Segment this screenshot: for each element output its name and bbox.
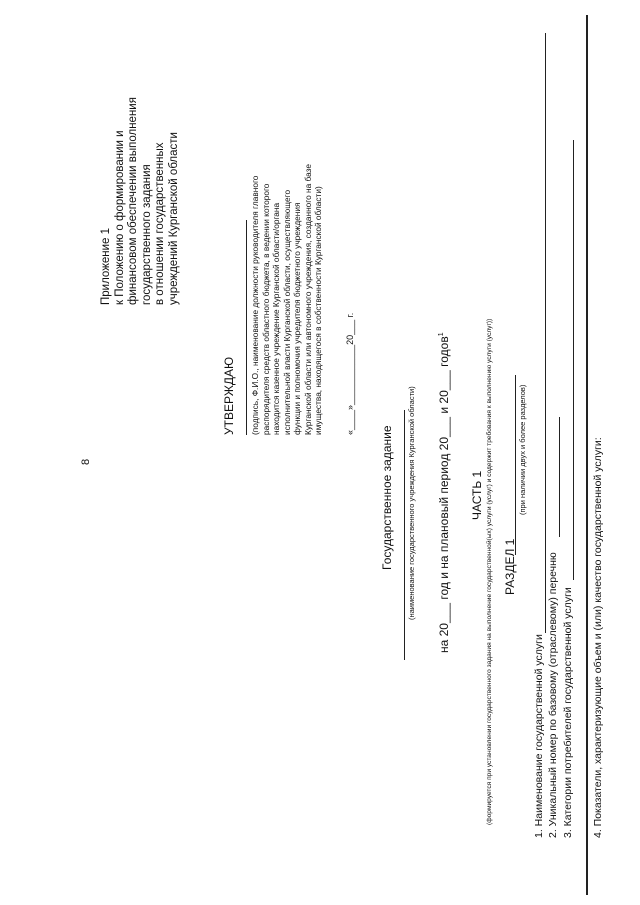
approve-title: УТВЕРЖДАЮ: [222, 356, 236, 435]
task-title: Государственное задание: [380, 425, 394, 570]
approve-note-line: распорядителя средств областного бюджета, в ведении которого: [260, 183, 271, 435]
signature-line: [246, 220, 247, 435]
section-line: [515, 375, 516, 555]
approve-note-line: функции и полномочия учредителя бюджетного учреждения: [292, 202, 302, 435]
item-line: [573, 140, 574, 580]
part-note: (формируется при установлении государственного задания на выполнение государственной(ых) услуги (услуг) и содержит требования к выполнению услуги (услуг)): [486, 318, 493, 825]
appendix-line: учреждений Курганской области: [167, 132, 180, 305]
approve-note-line: исполнительной власти Курганской области, осуществляющего: [281, 189, 292, 435]
part-title: ЧАСТЬ 1: [470, 470, 484, 520]
appendix-line: государственного задания: [140, 164, 153, 305]
appendix-line: к Положению о формировании и: [113, 130, 126, 305]
section-note: (при наличии двух и более разделов): [518, 384, 527, 515]
institution-line: [404, 410, 405, 660]
item-indicators: 4. Показатели, характеризующие объем и (или) качество государственной услуги:: [592, 437, 604, 838]
approve-date: «____»____________20___ г.: [345, 312, 355, 435]
section-title: РАЗДЕЛ 1: [503, 538, 517, 595]
period-text: на 20___ год и на плановый период 20___ и 20___ годов: [437, 336, 451, 653]
appendix-line: в отношении государственных: [154, 142, 166, 305]
page-number: 8: [80, 458, 92, 465]
approve-note-line: (подпись, Ф.И.О., наименование должности руководителя главного: [250, 175, 260, 435]
item-unique-number: 2. Уникальный номер по базовому (отраслевому) перечню: [547, 552, 559, 838]
period-line: [437, 332, 451, 653]
appendix-line: Приложение 1: [100, 227, 112, 305]
period-footnote: 1: [438, 332, 445, 337]
item-consumer-categories: 3. Категории потребителей государственной услуги: [562, 587, 574, 838]
item-line: [545, 33, 546, 633]
approve-note-line: имущества, находящегося в собственности Курганской области): [313, 186, 323, 435]
approve-note-line: Курганской области или автономного учреждения, созданного на базе: [302, 164, 313, 435]
appendix-line: финансовом обеспечении выполнения: [127, 97, 139, 305]
approve-note-line: находится казенное учреждение Курганской области/органа: [271, 202, 281, 435]
item-line: [559, 417, 560, 537]
institution-note: (наименование государственного учреждения Курганской области): [407, 386, 416, 620]
approve-note: [250, 164, 324, 435]
item-service-name: 1. Наименование государственной услуги: [533, 634, 545, 838]
divider: [586, 15, 588, 895]
appendix-block: [100, 5, 181, 305]
